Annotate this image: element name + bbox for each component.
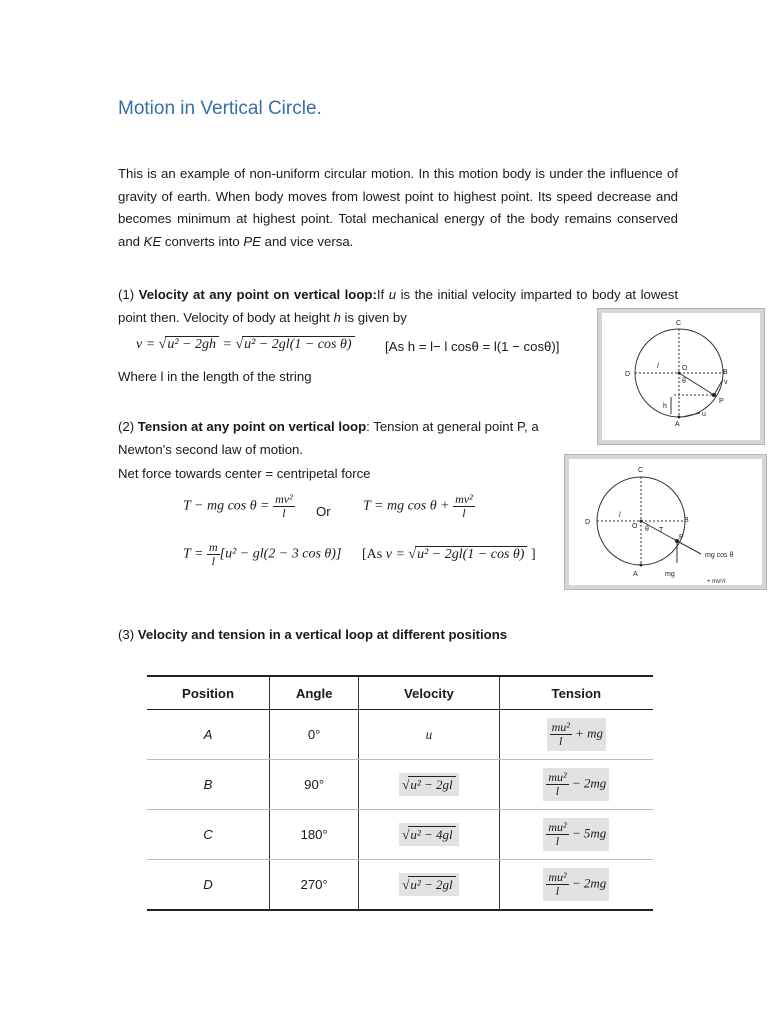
fig2-label-b: B xyxy=(684,517,689,524)
table-row xyxy=(147,860,653,911)
fig1-label-d: D xyxy=(625,371,631,378)
fig2-label-l: l xyxy=(619,512,621,519)
net-force-line: Net force towards center = centripetal force xyxy=(118,466,371,481)
table-row xyxy=(147,760,653,810)
fig2-label-mgcos: mg cos θ xyxy=(705,552,734,559)
tension-eq3: T = $\frac{m}{l}$ [u² − gl(2 − 3 cos θ)] xyxy=(183,540,342,568)
cell-velocity: √u² − 2gl xyxy=(359,860,499,911)
fig2-label-theta: θ xyxy=(645,526,649,533)
section2-text: (2) Tension at any point on vertical loop: Tension at general point P, a xyxy=(118,419,539,434)
table-row xyxy=(147,710,653,760)
fig1-label-b: B xyxy=(723,369,728,376)
cell-velocity: √u² − 2gl xyxy=(359,760,499,810)
intro-paragraph: This is an example of non-uniform circular motion. In this motion body is under the influence of gravity of earth. When body moves from lowest point to highest point. Its speed decrease and becomes minimum at highest point. Total mechanical energy of the body remains conserved and KE converts into PE and vice versa. xyxy=(118,166,678,249)
fig1-label-v: v xyxy=(724,379,728,386)
fig1-label-l: l xyxy=(657,363,659,370)
section2-text-2: Newton's second law of motion. xyxy=(118,442,304,457)
velocity-note: [As h = l− l cosθ = l(1 − cosθ)] xyxy=(385,339,560,354)
table-header: Velocity xyxy=(359,676,499,710)
table-header: Angle xyxy=(270,676,359,710)
fig2-label-cut: + mv²/r xyxy=(707,579,726,585)
table-header-row xyxy=(147,676,653,710)
figure-vertical-loop-tension xyxy=(565,455,766,589)
figure-vertical-loop-velocity xyxy=(598,309,764,444)
fig2-label-d: D xyxy=(585,519,591,526)
cell-position: B xyxy=(147,760,270,810)
fig1-label-theta: θ xyxy=(682,378,686,385)
section3-heading: (3) Velocity and tension in a vertical loop at different positions xyxy=(118,627,508,642)
tension-eq2: T = mg cos θ + $\frac{\text{mv²}}{l}$ xyxy=(363,492,473,520)
fig2-label-mg: mg xyxy=(665,571,675,578)
page-title: Motion in Vertical Circle. xyxy=(118,98,322,119)
cell-angle: 270° xyxy=(270,860,359,911)
cell-tension: $\frac{\text{mu²}}{l}$ − 5mg xyxy=(499,810,653,860)
table-row xyxy=(147,810,653,860)
cell-angle: 90° xyxy=(270,760,359,810)
fig1-label-o: O xyxy=(682,365,688,372)
table-header: Position xyxy=(147,676,270,710)
table-header: Tension xyxy=(499,676,653,710)
fig2-label-a: A xyxy=(633,571,638,578)
fig1-label-p: P xyxy=(719,398,724,405)
cell-tension: $\frac{\text{mu²}}{l}$ − 2mg xyxy=(499,760,653,810)
string-length-note: Where l in the length of the string xyxy=(118,369,312,384)
fig2-label-p: P xyxy=(679,534,684,541)
cell-angle: 0° xyxy=(270,710,359,760)
cell-angle: 180° xyxy=(270,810,359,860)
fig1-label-h: h xyxy=(663,403,667,410)
fig2-label-o: O xyxy=(632,523,638,530)
fig1-label-u: u xyxy=(702,411,706,418)
cell-tension: $\frac{\text{mu²}}{l}$ + mg xyxy=(499,710,653,760)
cell-velocity: u xyxy=(359,710,499,760)
cell-tension: $\frac{\text{mu²}}{l}$ − 2mg xyxy=(499,860,653,911)
tension-eq1: T − mg cos θ = $\frac{\text{mv²}}{l}$ xyxy=(183,492,293,520)
cell-position: A xyxy=(147,710,270,760)
cell-velocity: √u² − 4gl xyxy=(359,810,499,860)
cell-position: D xyxy=(147,860,270,911)
velocity-tension-table xyxy=(147,675,653,911)
fig2-label-t: T xyxy=(659,527,664,534)
fig1-label-a: A xyxy=(675,421,680,428)
cell-position: C xyxy=(147,810,270,860)
fig2-label-c: C xyxy=(638,467,644,474)
or-label: Or xyxy=(316,504,331,519)
section1-text: (1) Velocity at any point on vertical loop:If u is the initial velocity imparted to body at lowest point then. Velocity of body at height h is given by xyxy=(118,287,678,325)
tension-eq3-note: [As v = √u² − 2gl(1 − cos θ) ] xyxy=(362,547,536,562)
fig1-label-c: C xyxy=(676,320,682,327)
velocity-formula: v = √u² − 2gh = √u² − 2gl(1 − cos θ) xyxy=(136,336,355,353)
